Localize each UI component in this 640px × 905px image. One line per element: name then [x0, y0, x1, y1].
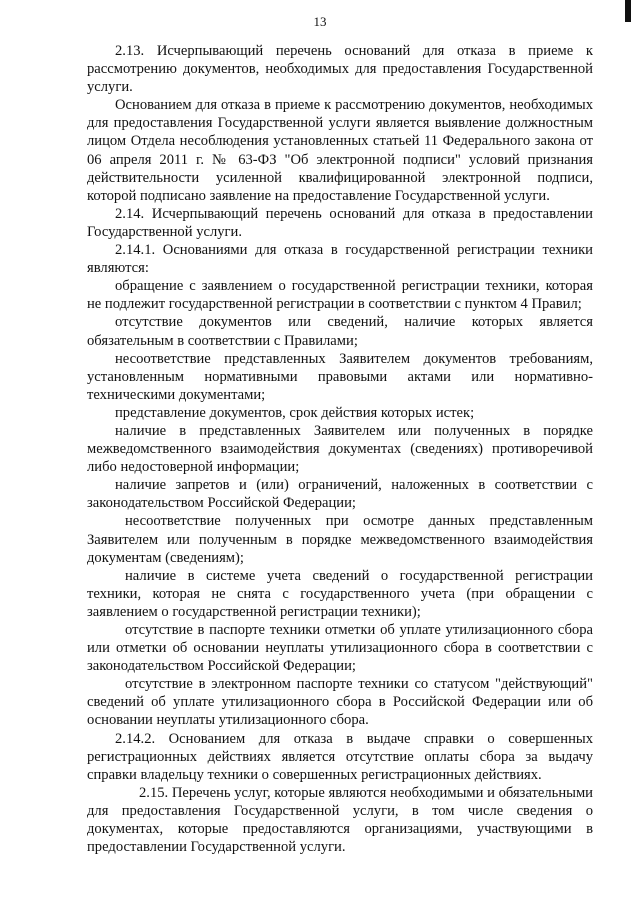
list-item-inspection-mismatch: несоответствие полученных при осмотре данных представленным Заявителем или полученным в порядке межведомственного взаимодействия документам (сведениям);	[87, 513, 593, 566]
page-number: 13	[313, 14, 327, 29]
list-item-contradictory-info: наличие в представленных Заявителем или полученных в порядке межведомственного взаимодействия документах (сведениях) противоречивой либо недостоверной информации;	[87, 422, 593, 476]
list-item-expired: представление документов, срок действия которых истек;	[115, 404, 475, 421]
paragraph-2-14: 2.14. Исчерпывающий перечень оснований для отказа в предоставлении Государственной услуги.	[87, 205, 593, 240]
paragraph-2-14-2: 2.14.2. Основанием для отказа в выдаче справки о совершенных регистрационных действиях является отсутствие оплаты сбора за выдачу справки владельцу техники о совершенных регистрационных действиях.	[87, 730, 593, 783]
paragraph-2-14-1: 2.14.1. Основаниями для отказа в государственной регистрации техники являются:	[87, 242, 593, 277]
list-item-missing-documents: отсутствие документов или сведений, наличие которых является обязательным в соответствии с Правилами;	[87, 314, 593, 349]
paragraph-refusal-basis: Основанием для отказа в приеме к рассмотрению документов, необходимых для предоставления Государственной услуги является выявление должностным лицом Отдела несоблюдения установленных статьей 11 Федерального закона от 06 апреля 2011 г. № 63-ФЗ "Об электронной подписи" условий признания действительности усиленной квалифицированной электронной подписи, которой подписано заявление на предоставление Государственной услуги.	[87, 97, 593, 204]
list-item-not-subject: обращение с заявлением о государственной регистрации техники, которая не подлежит государственной регистрации в соответствии с пунктом 4 Правил;	[87, 278, 593, 313]
list-item-not-deregistered: наличие в системе учета сведений о государственной регистрации техники, которая не снята с государственного учета (при обращении с заявлением о государственной регистрации техники);	[87, 567, 593, 620]
paragraph-2-13: 2.13. Исчерпывающий перечень оснований для отказа в приеме к рассмотрению документов, необходимых для предоставления Государственной услуги.	[87, 43, 593, 96]
list-item-no-recycling-fee-mark: отсутствие в паспорте техники отметки об уплате утилизационного сбора или отметки об основании неуплаты утилизационного сбора в соответствии с законодательством Российской Федерации;	[87, 622, 593, 675]
list-item-electronic-passport: отсутствие в электронном паспорте техники со статусом "действующий" сведений об уплате утилизационного сбора в Российской Федерации или об основании неуплаты утилизационного сбора.	[87, 676, 593, 729]
list-item-restrictions: наличие запретов и (или) ограничений, наложенных в соответствии с законодательством Российской Федерации;	[87, 477, 593, 512]
paragraph-2-15: 2.15. Перечень услуг, которые являются необходимыми и обязательными для предоставления Государственной услуги, в том числе сведения о документах, которые предоставляются организациями, участвующими в предоставлении Государственной услуги.	[87, 784, 593, 856]
list-item-noncompliance: несоответствие представленных Заявителем документов требованиям, установленным нормативными правовыми актами или нормативно-техническими документами;	[87, 350, 593, 403]
document-body	[87, 42, 593, 856]
